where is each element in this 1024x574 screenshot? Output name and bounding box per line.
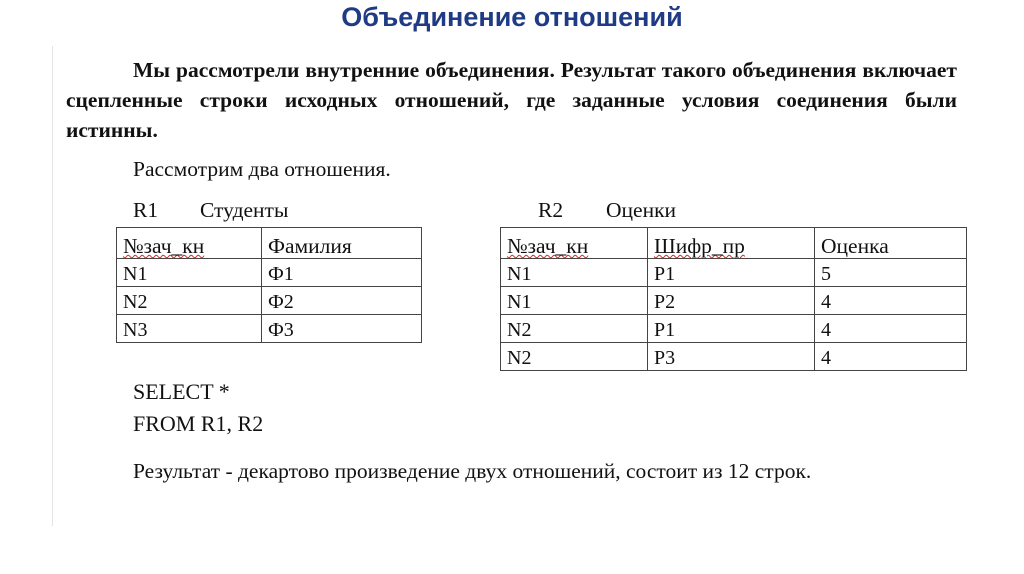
- table-header: Шифр_пр: [654, 234, 745, 258]
- table-header-row: [501, 228, 967, 259]
- table-cell: 4: [815, 287, 967, 315]
- table-cell: N3: [117, 315, 262, 343]
- r2-table: [500, 227, 967, 371]
- table-cell: P1: [648, 259, 815, 287]
- intro-paragraph: Мы рассмотрели внутренние объединения. Результат такого объединения включает сцепленные строки исходных отношений, где заданные условия соединения были истинны.: [66, 58, 957, 142]
- table-row: [501, 259, 967, 287]
- table-cell: 4: [815, 343, 967, 371]
- table-cell: P2: [648, 287, 815, 315]
- table-cell: Ф2: [262, 287, 422, 315]
- table-cell: N1: [501, 287, 648, 315]
- table-cell: 5: [815, 259, 967, 287]
- table-cell: Ф1: [262, 259, 422, 287]
- r1-caption: Студенты: [200, 198, 289, 222]
- r2-caption: Оценки: [606, 198, 677, 222]
- r1-name: R1: [133, 198, 159, 222]
- table-cell: N1: [117, 259, 262, 287]
- table-row: [117, 315, 422, 343]
- table-cell: N2: [117, 287, 262, 315]
- table-cell: P1: [648, 315, 815, 343]
- table-header: Оценка: [815, 228, 967, 259]
- r1-table: [116, 227, 422, 343]
- table-row: [501, 315, 967, 343]
- table-row: [501, 287, 967, 315]
- query-select: SELECT *: [133, 379, 230, 404]
- table-row: [117, 287, 422, 315]
- slide-title: Объединение отношений: [341, 2, 683, 32]
- table-row: [501, 343, 967, 371]
- r2-name: R2: [538, 198, 564, 222]
- table-header: Фамилия: [262, 228, 422, 259]
- table-cell: N1: [501, 259, 648, 287]
- table-cell: P3: [648, 343, 815, 371]
- table-cell: Ф3: [262, 315, 422, 343]
- table-header: №зач_кн: [507, 234, 589, 258]
- content-border: [52, 46, 53, 526]
- table-cell: 4: [815, 315, 967, 343]
- table-cell: N2: [501, 343, 648, 371]
- table-cell: N2: [501, 315, 648, 343]
- table-row: [117, 259, 422, 287]
- query-from: FROM R1, R2: [133, 411, 264, 436]
- consider-text: Рассмотрим два отношения.: [133, 157, 391, 181]
- table-header-row: [117, 228, 422, 259]
- result-paragraph: Результат - декартово произведение двух отношений, состоит из 12 строк.: [133, 459, 812, 483]
- table-header: №зач_кн: [123, 234, 205, 258]
